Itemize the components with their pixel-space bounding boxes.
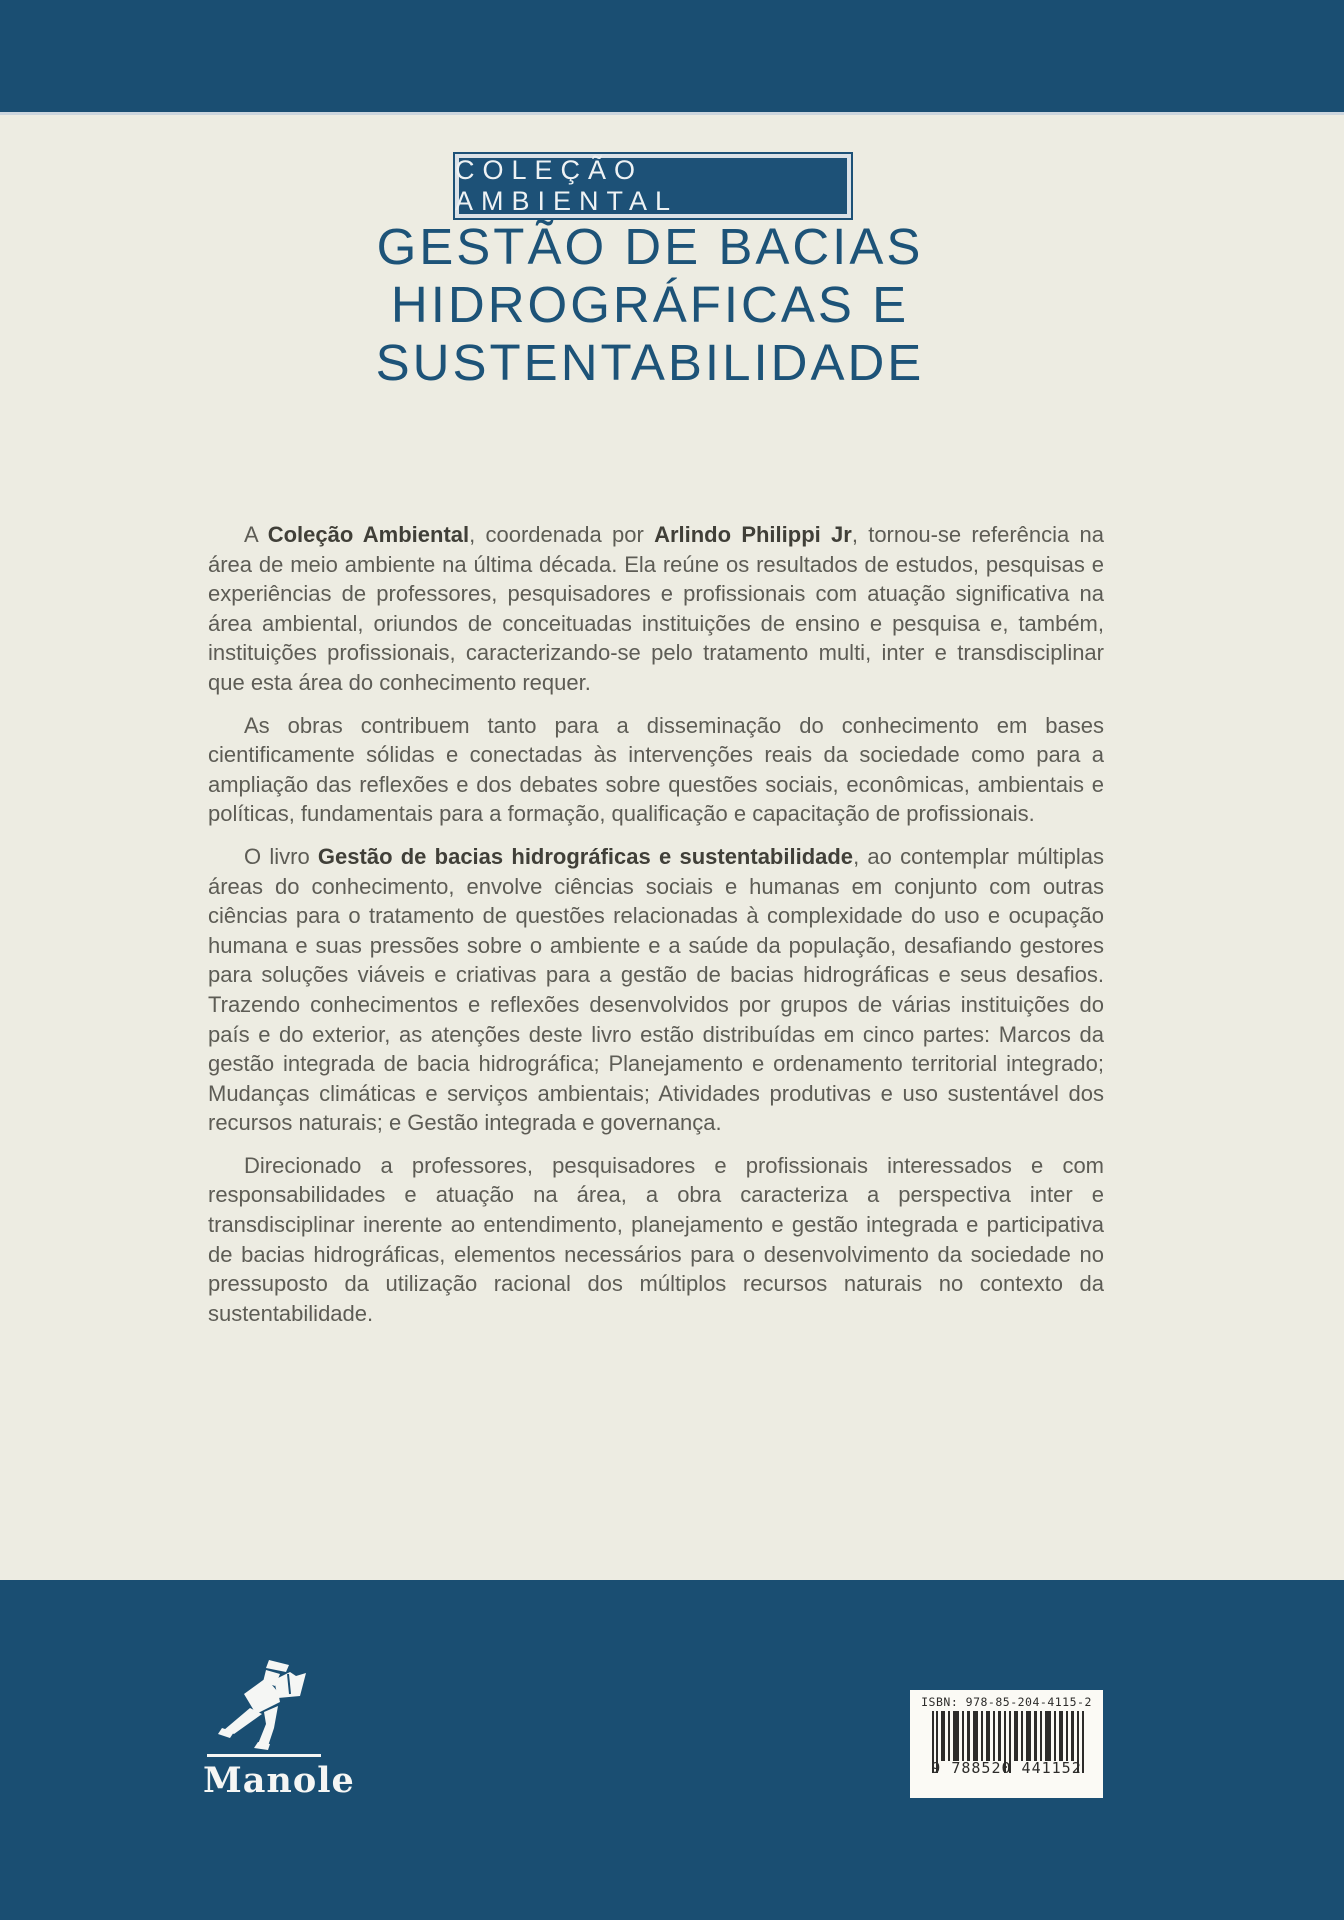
book-title — [170, 218, 1130, 392]
manole-walking-man-icon — [214, 1658, 314, 1750]
back-cover-paragraph: Direcionado a professores, pesquisadores e profissionais interessados e com responsabilidades e atuação na área, a obra caracteriza a perspectiva inter e transdisciplinar inerente ao entendimento, planejamento e gestão integrada e participativa de bacias hidrográficas, elementos necessários para o desenvolvimento da sociedade no pressuposto da utilização racional dos múltiplos recursos naturais no contexto da sustentabilidade. — [208, 1152, 1104, 1326]
isbn-number: ISBN: 978-85-204-4115-2 — [921, 1695, 1092, 1709]
book-title-line-3: SUSTENTABILIDADE — [375, 334, 925, 391]
bottom-blue-band — [0, 1580, 1344, 1920]
series-badge-label: COLEÇÃO AMBIENTAL — [455, 155, 679, 216]
book-title-line-2: HIDROGRÁFICAS E — [390, 276, 910, 333]
top-blue-band — [0, 0, 1344, 115]
back-cover-paragraph: A Coleção Ambiental, coordenada por Arlindo Philippi Jr, tornou-se referência na área de meio ambiente na última década. Ela reúne os resultados de estudos, pesquisas e experiências de professores, pesquisadores e profissionais com atuação significativa na área ambiental, oriundos de conceituadas instituições de ensino e pesquisa e, também, instituições profissionais, caracterizando-se pelo tratamento multi, inter e transdisciplinar que esta área do conhecimento requer. — [208, 522, 1104, 695]
publisher-name: Manole — [203, 1760, 355, 1801]
back-cover-text — [208, 520, 1104, 1341]
book-title-line-1: GESTÃO DE BACIAS — [376, 218, 924, 275]
back-cover-paragraph: O livro Gestão de bacias hidrográficas e sustentabilidade, ao contemplar múltiplas áreas do conhecimento, envolve ciências sociais e humanas em conjunto com outras ciências para o tratamento de questões relacionadas à complexidade do uso e ocupação humana e suas pressões sobre o ambiente e a saúde da população, desafiando gestores para soluções viáveis e criativas para a gestão de bacias hidrográficas e seus desafios. Trazendo conhecimentos e reflexões desenvolvidos por grupos de várias instituições do país e do exterior, as atenções deste livro estão distribuídas em cinco partes: Marcos da gestão integrada de bacia hidrográfica; Planejamento e ordenamento territorial integrado; Mudanças climáticas e serviços ambientais; Atividades produtivas e uso sustentável dos recursos naturais; e Gestão integrada e governança. — [208, 843, 1104, 1136]
back-cover-paragraph: As obras contribuem tanto para a disseminação do conhecimento em bases cientificamente sólidas e conectadas às intervenções reais da sociedade como para a ampliação das reflexões e dos debates sobre questões sociais, econômicas, ambientais e políticas, fundamentais para a formação, qualificação e capacitação de profissionais. — [208, 712, 1104, 827]
ean-digits: 9 788520 441152 — [931, 1759, 1082, 1777]
series-badge — [453, 152, 853, 220]
isbn-barcode — [910, 1690, 1103, 1798]
logo-divider — [207, 1754, 321, 1757]
publisher-logo — [203, 1658, 355, 1801]
